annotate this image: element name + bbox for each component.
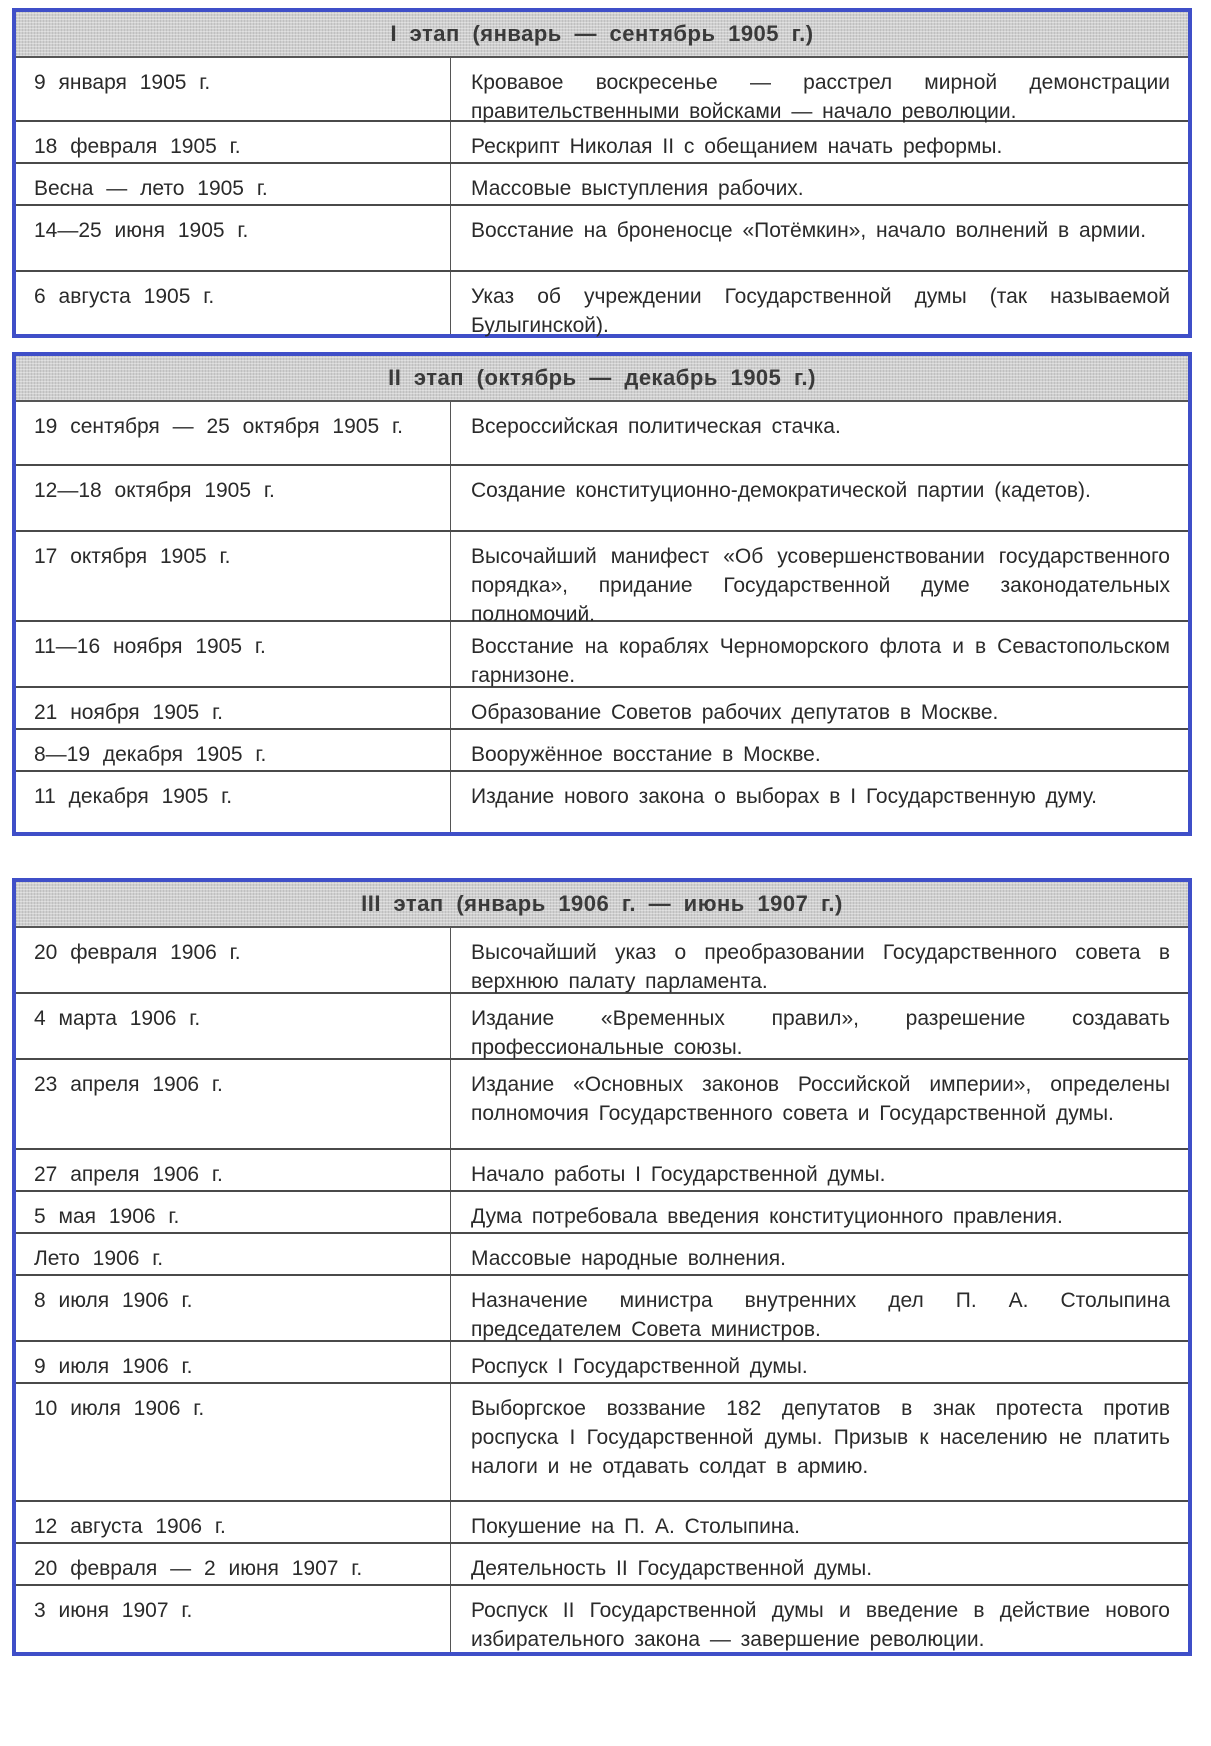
date-cell: 6 августа 1905 г. — [16, 272, 451, 334]
table-row — [16, 162, 1188, 204]
date-cell: Весна — лето 1905 г. — [16, 164, 451, 204]
date-cell: 8—19 декабря 1905 г. — [16, 730, 451, 770]
date-cell: 11 декабря 1905 г. — [16, 772, 451, 832]
event-cell: Восстание на броненосце «Потёмкин», начало волнений в армии. — [471, 219, 1147, 242]
date-cell: 18 февраля 1905 г. — [16, 122, 451, 162]
table-row — [16, 402, 1188, 464]
table-row — [16, 530, 1188, 626]
event-cell: Издание нового закона о выборах в I Государственную думу. — [471, 785, 1097, 808]
event-cell: Издание «Основных законов Российской империи», определены полномочия Государственного совета и Государственной думы. — [471, 1073, 1170, 1125]
table-row — [16, 1584, 1188, 1652]
table-row — [16, 58, 1188, 123]
table-row — [16, 770, 1188, 832]
table-row — [16, 686, 1188, 728]
date-cell: 5 мая 1906 г. — [16, 1192, 451, 1232]
date-cell: 27 апреля 1906 г. — [16, 1150, 451, 1190]
stage-2-table — [12, 352, 1192, 836]
event-cell: Выборгское воззвание 182 депутатов в знак протеста против роспуска I Государственной думы. Призыв к населению не платить налоги и не отдавать солдат в армию. — [471, 1397, 1170, 1478]
event-cell: Высочайший указ о преобразовании Государственного совета в верхнюю палату парламента. — [471, 941, 1170, 993]
date-cell: 10 июля 1906 г. — [16, 1384, 451, 1500]
table-row — [16, 928, 1188, 992]
date-cell: 19 сентября — 25 октября 1905 г. — [16, 402, 451, 464]
event-cell: Начало работы I Государственной думы. — [471, 1163, 886, 1186]
date-cell: 23 апреля 1906 г. — [16, 1060, 451, 1148]
event-cell: Кровавое воскресенье — расстрел мирной демонстрации правительственными войсками — начало революции. — [471, 71, 1170, 123]
event-cell: Вооружённое восстание в Москве. — [471, 743, 821, 766]
event-cell: Массовые народные волнения. — [471, 1247, 786, 1270]
stage-1-table — [12, 8, 1192, 338]
event-cell: Образование Советов рабочих депутатов в Москве. — [471, 701, 999, 724]
stage-3-table — [12, 878, 1192, 1656]
event-cell: Указ об учреждении Государственной думы (так называемой Булыгинской). — [471, 285, 1170, 337]
date-cell: 3 июня 1907 г. — [16, 1586, 451, 1652]
table-row — [16, 1232, 1188, 1274]
date-cell: 9 января 1905 г. — [16, 58, 451, 120]
table-row — [16, 728, 1188, 770]
event-cell: Рескрипт Николая II с обещанием начать реформы. — [471, 135, 1003, 158]
table-row — [16, 620, 1188, 686]
table-row — [16, 1148, 1188, 1190]
event-cell: Издание «Временных правил», разрешение создавать профессиональные союзы. — [471, 1007, 1170, 1059]
date-cell: 21 ноября 1905 г. — [16, 688, 451, 728]
event-cell: Восстание на кораблях Черноморского флота и в Севастопольском гарнизоне. — [471, 635, 1170, 687]
stage-2-title: II этап (октябрь — декабрь 1905 г.) — [16, 356, 1188, 402]
event-cell: Покушение на П. А. Столыпина. — [471, 1515, 800, 1538]
stage-3-title: III этап (январь 1906 г. — июнь 1907 г.) — [16, 882, 1188, 928]
event-cell: Роспуск I Государственной думы. — [471, 1355, 808, 1378]
date-cell: 17 октября 1905 г. — [16, 532, 451, 620]
table-row — [16, 120, 1188, 162]
table-row — [16, 1500, 1188, 1542]
date-cell: 14—25 июня 1905 г. — [16, 206, 451, 270]
date-cell: 11—16 ноября 1905 г. — [16, 622, 451, 686]
date-cell: 20 февраля 1906 г. — [16, 928, 451, 992]
table-row — [16, 1382, 1188, 1500]
table-row — [16, 204, 1188, 270]
table-row — [16, 992, 1188, 1058]
event-cell: Роспуск II Государственной думы и введение в действие нового избирательного закона — завершение революции. — [471, 1599, 1170, 1651]
table-row — [16, 1274, 1188, 1340]
date-cell: 8 июля 1906 г. — [16, 1276, 451, 1340]
date-cell: 12—18 октября 1905 г. — [16, 466, 451, 530]
date-cell: 20 февраля — 2 июня 1907 г. — [16, 1544, 451, 1584]
event-cell: Массовые выступления рабочих. — [471, 177, 804, 200]
date-cell: 9 июля 1906 г. — [16, 1342, 451, 1382]
stage-1-title: I этап (январь — сентябрь 1905 г.) — [16, 12, 1188, 58]
event-cell: Назначение министра внутренних дел П. А. Столыпина председателем Совета министров. — [471, 1289, 1170, 1341]
table-row — [16, 1190, 1188, 1232]
table-row — [16, 1340, 1188, 1382]
table-row — [16, 1542, 1188, 1584]
table-row — [16, 464, 1188, 530]
date-cell: 12 августа 1906 г. — [16, 1502, 451, 1542]
date-cell: Лето 1906 г. — [16, 1234, 451, 1274]
event-cell: Деятельность II Государственной думы. — [471, 1557, 873, 1580]
event-cell: Всероссийская политическая стачка. — [471, 415, 841, 438]
event-cell: Создание конституционно-демократической партии (кадетов). — [471, 479, 1091, 502]
table-row — [16, 1058, 1188, 1148]
date-cell: 4 марта 1906 г. — [16, 994, 451, 1058]
table-row — [16, 270, 1188, 337]
event-cell: Высочайший манифест «Об усовершенствовании государственного порядка», придание Государственной думе законодательных полномочий. — [471, 545, 1170, 626]
event-cell: Дума потребовала введения конституционного правления. — [471, 1205, 1063, 1228]
